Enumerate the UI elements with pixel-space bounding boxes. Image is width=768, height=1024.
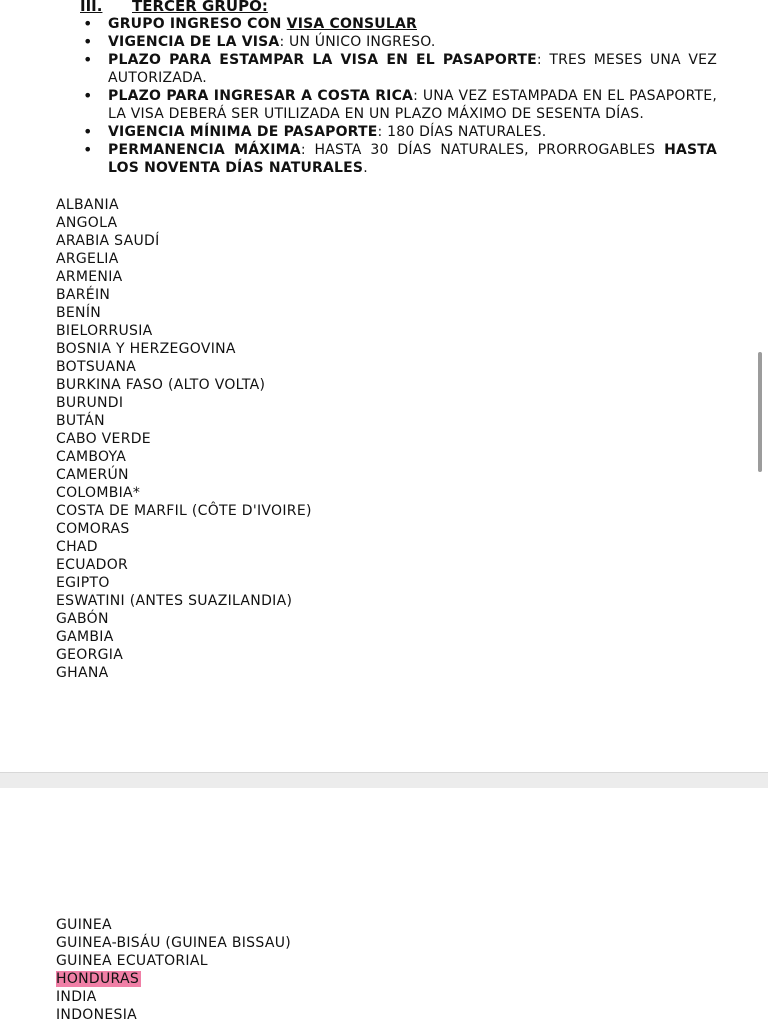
requirements-list	[80, 15, 717, 177]
country-item: GABÓN	[56, 611, 109, 627]
country-item: ANGOLA	[56, 215, 118, 231]
country-item: ARGELIA	[56, 251, 119, 267]
country-item: BURKINA FASO (ALTO VOLTA)	[56, 377, 266, 393]
country-item: GAMBIA	[56, 629, 114, 645]
country-item: COMORAS	[56, 521, 130, 537]
country-item: EGIPTO	[56, 575, 110, 591]
country-list-page-1	[56, 196, 312, 682]
country-item: INDIA	[56, 989, 97, 1005]
country-item: CAMBOYA	[56, 449, 127, 465]
country-item: BOTSUANA	[56, 359, 137, 375]
country-item: BARÉIN	[56, 287, 111, 303]
country-item: ESWATINI (ANTES SUAZILANDIA)	[56, 593, 293, 609]
section-roman-numeral: III.	[80, 0, 103, 15]
country-item: CAMERÚN	[56, 467, 129, 483]
section-heading	[80, 0, 268, 15]
requirement-item: • VIGENCIA MÍNIMA DE PASAPORTE: 180 DÍAS NATURALES.	[80, 123, 717, 141]
requirement-item: • PERMANENCIA MÁXIMA: HASTA 30 DÍAS NATURALES, PRORROGABLES HASTA LOS NOVENTA DÍAS NATURALES.	[80, 141, 717, 177]
country-item: ARABIA SAUDÍ	[56, 233, 160, 249]
requirement-item: • PLAZO PARA INGRESAR A COSTA RICA: UNA VEZ ESTAMPADA EN EL PASAPORTE, LA VISA DEBERÁ SER UTILIZADA EN UN PLAZO MÁXIMO DE SESENTA DÍAS.	[80, 87, 717, 123]
country-list-page-2	[56, 916, 291, 1024]
country-item: GHANA	[56, 665, 109, 681]
country-item: BENÍN	[56, 305, 102, 321]
country-item: BUTÁN	[56, 413, 105, 429]
requirement-item: • GRUPO INGRESO CON VISA CONSULAR	[80, 15, 717, 33]
country-item: ALBANIA	[56, 197, 119, 213]
requirement-item: • PLAZO PARA ESTAMPAR LA VISA EN EL PASAPORTE: TRES MESES UNA VEZ AUTORIZADA.	[80, 51, 717, 87]
country-item: COSTA DE MARFIL (CÔTE D'IVOIRE)	[56, 503, 312, 519]
document-page-2	[0, 788, 768, 1024]
country-item: BOSNIA Y HERZEGOVINA	[56, 341, 236, 357]
country-item: CHAD	[56, 539, 98, 555]
country-item: BIELORRUSIA	[56, 323, 153, 339]
country-item	[56, 970, 291, 988]
country-item: CABO VERDE	[56, 431, 151, 447]
requirement-item: • VIGENCIA DE LA VISA: UN ÚNICO INGRESO.	[80, 33, 717, 51]
highlighted-country: HONDURAS	[56, 971, 140, 987]
country-item: INDONESIA	[56, 1007, 138, 1023]
country-item: GUINEA	[56, 917, 112, 933]
country-item: COLOMBIA*	[56, 485, 141, 501]
country-item: ECUADOR	[56, 557, 129, 573]
country-item: ARMENIA	[56, 269, 123, 285]
section-title: TERCER GRUPO:	[132, 0, 268, 15]
country-item: GEORGIA	[56, 647, 124, 663]
country-item: GUINEA-BISÁU (GUINEA BISSAU)	[56, 935, 292, 951]
scrollbar-thumb[interactable]	[758, 352, 762, 472]
country-item: GUINEA ECUATORIAL	[56, 953, 208, 969]
country-item: BURUNDI	[56, 395, 124, 411]
